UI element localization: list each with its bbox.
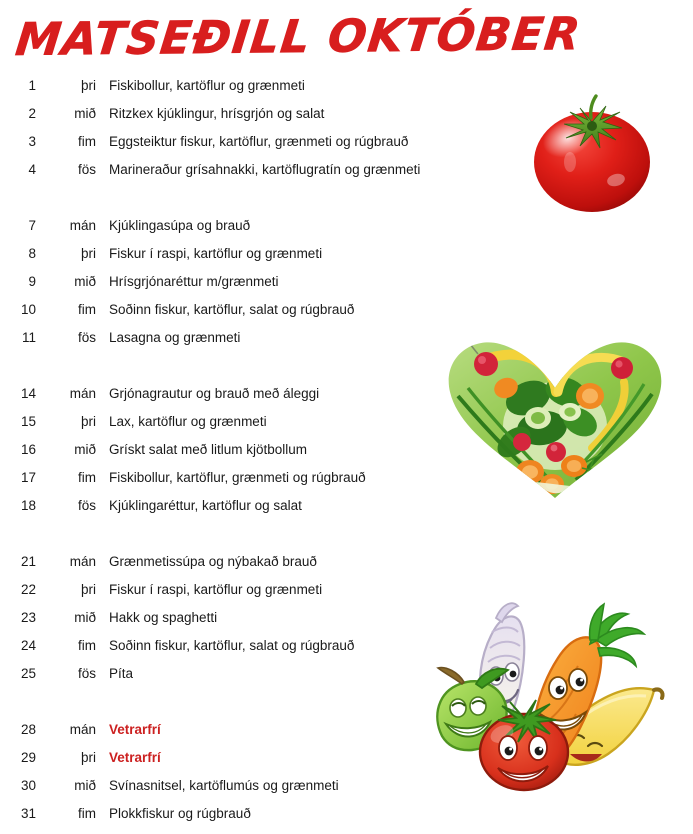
meal-description: Ritzkex kjúklingur, hrísgrjón og salat: [109, 106, 325, 121]
weekday-abbreviation: þri: [80, 750, 96, 765]
vegetable-heart-photo: [424, 330, 686, 508]
menu-row: [0, 134, 470, 162]
menu-row: [0, 778, 470, 806]
meal-description: Lax, kartöflur og grænmeti: [109, 414, 267, 429]
meal-description: Plokkfiskur og rúgbrauð: [109, 806, 251, 821]
menu-row: [0, 470, 470, 498]
menu-row: [0, 666, 470, 694]
menu-row: [0, 498, 470, 526]
day-number: 9: [28, 274, 36, 289]
weekday-abbreviation: fim: [78, 134, 96, 149]
weekday-abbreviation: fim: [78, 302, 96, 317]
meal-description: Marineraður grísahnakki, kartöflugratín og grænmeti: [109, 162, 421, 177]
day-number: 1: [28, 78, 36, 93]
weekday-abbreviation: fim: [78, 638, 96, 653]
menu-row: [0, 386, 470, 414]
menu-row: [0, 302, 470, 330]
holiday-label: Vetrarfrí: [109, 722, 161, 737]
meal-description: Grænmetissúpa og nýbakað brauð: [109, 554, 317, 569]
menu-row: [0, 274, 470, 302]
weekday-abbreviation: mið: [74, 274, 96, 289]
meal-description: Fiskur í raspi, kartöflur og grænmeti: [109, 246, 323, 261]
day-number: 11: [21, 330, 36, 345]
holiday-label: Vetrarfrí: [109, 750, 161, 765]
menu-row: [0, 78, 470, 106]
day-number: 31: [20, 806, 36, 821]
week-block: [0, 78, 470, 190]
day-number: 21: [20, 554, 36, 569]
tomato-photo: [504, 88, 680, 220]
day-number: 23: [20, 610, 36, 625]
weekday-abbreviation: mið: [74, 778, 96, 793]
day-number: 15: [20, 414, 36, 429]
weekday-abbreviation: fim: [78, 470, 96, 485]
menu-row: [0, 806, 470, 834]
menu-row: [0, 246, 470, 274]
week-block: [0, 554, 470, 694]
weekday-abbreviation: fös: [77, 330, 96, 345]
meal-description: Fiskibollur, kartöflur og grænmeti: [109, 78, 305, 93]
weekday-abbreviation: fös: [77, 498, 96, 513]
menu-row: [0, 638, 470, 666]
meal-description: Hakk og spaghetti: [109, 610, 218, 625]
menu-row: [0, 610, 470, 638]
page-title: MATSEÐILL OKTÓBER: [13, 7, 584, 66]
menu-row: [0, 414, 470, 442]
day-number: 8: [28, 246, 36, 261]
meal-description: Soðinn fiskur, kartöflur, salat og rúgbrauð: [109, 302, 355, 317]
menu-row: [0, 330, 470, 358]
day-number: 2: [28, 106, 36, 121]
weekday-abbreviation: mán: [69, 386, 96, 401]
meal-description: Grískt salat með litlum kjötbollum: [109, 442, 308, 457]
meal-description: Lasagna og grænmeti: [109, 330, 241, 345]
weekday-abbreviation: þri: [80, 78, 96, 93]
day-number: 29: [20, 750, 36, 765]
menu-list: [0, 78, 470, 834]
menu-row: [0, 554, 470, 582]
day-number: 25: [20, 666, 36, 681]
week-block: [0, 218, 470, 358]
meal-description: Svínasnitsel, kartöflumús og grænmeti: [109, 778, 339, 793]
meal-description: Píta: [109, 666, 134, 681]
week-block: [0, 722, 470, 834]
weekday-abbreviation: mán: [69, 554, 96, 569]
weekday-abbreviation: þri: [80, 414, 96, 429]
weekday-abbreviation: fös: [77, 162, 96, 177]
menu-row: [0, 106, 470, 134]
weekday-abbreviation: þri: [80, 582, 96, 597]
meal-description: Kjúklingaréttur, kartöflur og salat: [109, 498, 302, 513]
menu-row: [0, 750, 470, 778]
weekday-abbreviation: þri: [80, 246, 96, 261]
menu-row: [0, 442, 470, 470]
week-block: [0, 386, 470, 526]
meal-description: Eggsteiktur fiskur, kartöflur, grænmeti og rúgbrauð: [109, 134, 409, 149]
meal-description: Soðinn fiskur, kartöflur, salat og rúgbrauð: [109, 638, 355, 653]
day-number: 28: [20, 722, 36, 737]
day-number: 14: [20, 386, 36, 401]
weekday-abbreviation: fim: [78, 806, 96, 821]
day-number: 24: [20, 638, 36, 653]
meal-description: Fiskibollur, kartöflur, grænmeti og rúgbrauð: [109, 470, 366, 485]
meal-description: Grjónagrautur og brauð með áleggi: [109, 386, 320, 401]
meal-description: Kjúklingasúpa og brauð: [109, 218, 251, 233]
day-number: 22: [20, 582, 36, 597]
weekday-abbreviation: mið: [74, 610, 96, 625]
day-number: 10: [20, 302, 36, 317]
meal-description: Fiskur í raspi, kartöflur og grænmeti: [109, 582, 323, 597]
day-number: 18: [20, 498, 36, 513]
weekday-abbreviation: mán: [69, 218, 96, 233]
weekday-abbreviation: fös: [77, 666, 96, 681]
weekday-abbreviation: mið: [74, 106, 96, 121]
menu-row: [0, 582, 470, 610]
day-number: 3: [28, 134, 36, 149]
day-number: 4: [28, 162, 36, 177]
menu-row: [0, 162, 470, 190]
weekday-abbreviation: mán: [69, 722, 96, 737]
menu-row: [0, 722, 470, 750]
weekday-abbreviation: mið: [74, 442, 96, 457]
day-number: 17: [20, 470, 36, 485]
day-number: 16: [20, 442, 36, 457]
meal-description: Hrísgrjónaréttur m/grænmeti: [109, 274, 279, 289]
menu-row: [0, 218, 470, 246]
cartoon-vegetables-illustration: [418, 596, 690, 796]
day-number: 7: [28, 218, 36, 233]
day-number: 30: [20, 778, 36, 793]
